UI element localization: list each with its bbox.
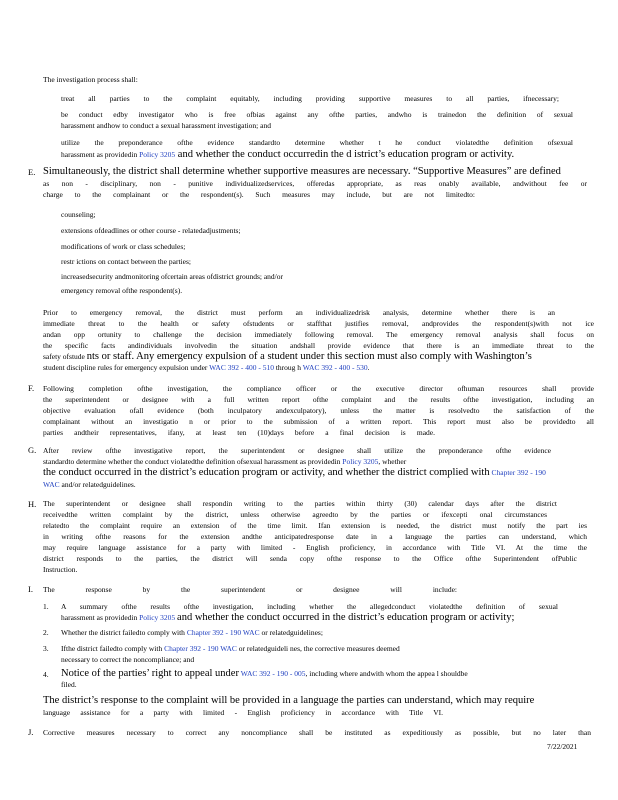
paragraph-line: [43, 457, 406, 466]
list-item: extensions ofdeadlines or other course - relatedadjustments;: [61, 226, 241, 235]
paragraph-line: in writing ofthe reasons for the extension andthe anticipatedresponse date in a language the parties can understand, which: [43, 532, 587, 541]
chapter-link[interactable]: Chapter 392 - 190 WAC: [186, 628, 260, 637]
chapter-link[interactable]: Chapter 392 - 190 WAC: [164, 644, 237, 653]
section-marker: F.: [28, 383, 35, 393]
section-marker: G.: [28, 445, 37, 455]
wac-link[interactable]: WAC 392 - 400 - 510: [209, 363, 274, 372]
list-item: be conduct edby investigator who is free ofbias against any ofthe parties, andwho is trainedon the definition of sexual: [61, 110, 573, 119]
paragraph-line: objective evaluation ofall evidence (both inculpatory andexculpatory), unless the matter is resolvedto the satisfaction of the: [43, 406, 594, 415]
paragraph-line: as non - disciplinary, non - punitive individualizedservices, offeredas appropriate, as reas onably available, andwithout fee or: [43, 179, 587, 188]
paragraph-line: After review ofthe investigative report, the superintendent or designee shall utilize the preponderance ofthe evidence: [43, 446, 551, 455]
paragraph-line: Instruction.: [43, 565, 78, 574]
list-item-continuation: [61, 612, 514, 624]
list-number: 3.: [43, 644, 49, 653]
section-marker: E.: [28, 167, 36, 177]
intro-line: The investigation process shall:: [43, 75, 138, 84]
policy-link[interactable]: Policy 3205: [139, 613, 176, 622]
paragraph-line: the superintendent or designee with a full written report ofthe complaint and the results ofthe investigation, including an: [43, 395, 594, 404]
list-item: A summary ofthe results ofthe investigation, including whether the allegedconduct violatedthe definition of sexual: [61, 602, 558, 611]
paragraph-line: [43, 363, 369, 372]
paragraph-line: Following completion ofthe investigation, the compliance officer or the executive director ofhuman resources shall provide: [43, 384, 594, 393]
list-number: 1.: [43, 602, 49, 611]
list-number: 2.: [43, 628, 49, 637]
list-number: 4.: [43, 670, 49, 679]
list-item-text: or relatedguidelines;: [261, 628, 323, 637]
paragraph-line: The district’s response to the complaint will be provided in a language the parties can understand, which may require: [43, 695, 535, 706]
paragraph-text: nts or staff. Any emergency expulsion of a student under this section must also comply with Washington’s: [86, 351, 532, 362]
paragraph-line: charge to the complainant or the respondent(s). Such measures may include, but are not limitedto:: [43, 190, 475, 199]
paragraph-text: and/or relatedguidelines.: [61, 480, 136, 489]
paragraph-line: receivedthe written complaint by the district, unless otherwise agreedto by the parties or ifexcepti onal circumstances: [43, 510, 547, 519]
list-item: increasedsecurity andmonitoring ofcertain areas ofdistrict grounds; and/or: [61, 272, 284, 281]
paragraph-line: the specific facts andindividuals involvedin the situation andshall provide evidence that there is an immediate threat to the: [43, 341, 594, 350]
policy-link[interactable]: Policy 3205: [342, 457, 379, 466]
paragraph-line: andan opp ortunity to challenge the decision immediately following removal. The emergency removal analysis shall focus on: [43, 330, 594, 339]
list-item-text: harassment as providedin: [61, 613, 138, 622]
list-item-continuation: [61, 149, 514, 161]
paragraph-line: The response by the superintendent or designee will include:: [43, 585, 457, 594]
paragraph-text: .: [367, 363, 370, 372]
list-item: restr ictions on contact between the parties;: [61, 257, 191, 266]
paragraph-line: [43, 467, 546, 479]
list-item: harassment andhow to conduct a sexual harassment investigation; and: [61, 121, 271, 130]
list-item-continuation: filed.: [61, 680, 77, 689]
list-item: [61, 628, 323, 637]
paragraph-line: The superintendent or designee shall respondin writing to the parties within thirty (30) calendar days after the district: [43, 499, 557, 508]
paragraph-line: district responds to the parties, the district will senda copy ofthe response to the Office ofthe Superintendent ofPublic: [43, 554, 577, 563]
wac-link[interactable]: WAC 392 - 400 - 530: [302, 363, 368, 372]
list-item: modifications of work or class schedules;: [61, 242, 186, 251]
paragraph-text: safety ofstude: [43, 352, 85, 361]
list-item-text: Ifthe district failedto comply with: [61, 644, 163, 653]
list-item-text: Notice of the parties’ right to appeal under: [61, 668, 239, 679]
list-item: treat all parties to the complaint equitably, including providing supportive measures to all parties, ifnecessary;: [61, 94, 559, 103]
paragraph-text: the conduct occurred in the district’s education program or activity, and whether the district complied with: [43, 467, 490, 478]
list-item-text: Whether the district failedto comply with: [61, 628, 185, 637]
paragraph-line: relatedto the complaint require an extension of the time limit. Ifan extension is needed, the district must notify the part ies: [43, 521, 587, 530]
paragraph-line: [43, 351, 532, 363]
paragraph-line: immediate threat to the health or safety ofstudents or staffthat justifies removal, andprovides the respondent(s)with not ice: [43, 319, 594, 328]
paragraph-text: , whether: [378, 457, 407, 466]
list-item: emergency removal ofthe respondent(s).: [61, 286, 183, 295]
paragraph-line: may require language assistance for a party with limited - English proficiency, in accordance with Title VI. At the time the: [43, 543, 587, 552]
list-item: [61, 644, 400, 653]
paragraph-line: Simultaneously, the district shall determine whether supportive measures are necessary. “Supportive Measures” are defined: [43, 166, 561, 177]
section-marker: J.: [28, 727, 34, 737]
list-item: utilize the preponderance ofthe evidence standardto determine whether t he conduct violatedthe definition ofsexual: [61, 138, 573, 147]
list-item-text: , including where andwith whom the appea l shouldbe: [305, 669, 468, 678]
list-item: [61, 668, 468, 680]
paragraph-line: parties andtheir representatives, ifany, at least ten (10)days before a final decision is made.: [43, 428, 435, 437]
list-item-text: and whether the conduct occurredin the d istrict’s education program or activity.: [175, 149, 515, 160]
list-item-continuation: necessary to correct the noncompliance; and: [61, 655, 195, 664]
paragraph-line: Corrective measures necessary to correct any noncompliance shall be instituted as expeditiously as possible, but no later than: [43, 728, 591, 737]
chapter-link[interactable]: Chapter 392 - 190: [491, 468, 546, 477]
list-item-text: or relatedguideli nes, the corrective measures deemed: [238, 644, 400, 653]
paragraph-line: Prior to emergency removal, the district must perform an individualizedrisk analysis, determine whether there is an: [43, 308, 555, 317]
paragraph-line: language assistance for a party with limited - English proficiency in accordance with Title VI.: [43, 708, 443, 717]
paragraph-line: [43, 480, 136, 489]
paragraph-text: throug h: [275, 363, 302, 372]
list-item-text: harassment as providedin: [61, 150, 138, 159]
paragraph-line: complainant without an investigatio n or prior to the submission of a written report. This report must also be providedto all: [43, 417, 594, 426]
footer-date: 7/22/2021: [547, 742, 578, 751]
wac-link[interactable]: WAC: [43, 480, 60, 489]
paragraph-text: student discipline rules for emergency expulsion under: [43, 363, 208, 372]
section-marker: I.: [28, 584, 33, 594]
section-marker: H.: [28, 499, 37, 509]
list-item: counseling;: [61, 210, 96, 219]
paragraph-text: standardto determine whether the conduct violatedthe definition ofsexual harassment as providedin: [43, 457, 341, 466]
list-item-text: and whether the conduct occurred in the district’s education program or activity;: [177, 612, 515, 623]
policy-link[interactable]: Policy 3205: [139, 150, 176, 159]
wac-link[interactable]: WAC 392 - 190 - 005: [240, 669, 306, 678]
